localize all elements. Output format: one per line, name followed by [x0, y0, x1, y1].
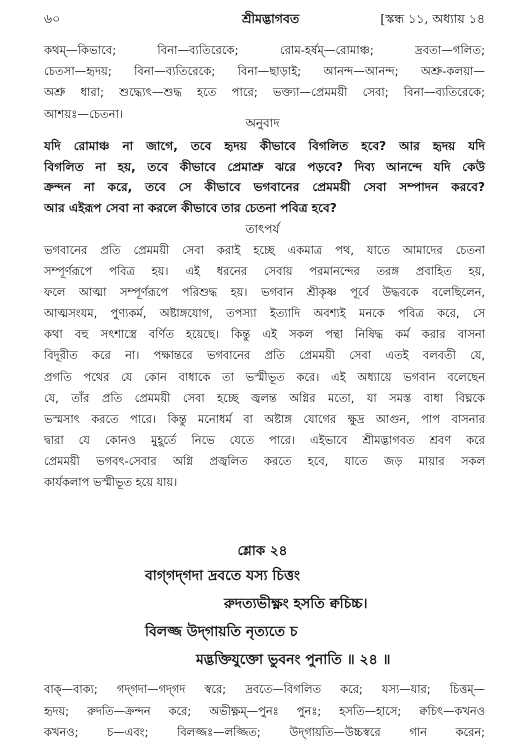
verse-line: বিলজ্জ উদ্‌গায়তি নৃত্যতে চ [145, 624, 298, 640]
purport-line: কার্যকলাপ ভস্মীভূত হয়ে যায়। [44, 475, 178, 490]
purport-line: দ্বারা যে কোনও মুহূর্তে নিভে যেতে পারে। এইভাবে শ্রীমদ্ভাগবত শ্রবণ করে [44, 432, 485, 447]
synonym-line: কখনও; চ—এবং; বিলজ্জঃ—লজ্জিত; উদ্‌গায়তি—উচ্চস্বরে গান করেন; [44, 725, 485, 739]
page-number: ৬০ [44, 11, 61, 26]
translation-line: আর এইরূপ সেবা না করলে কীভাবে তার চেতনা পবিত্র হবে? [44, 200, 337, 215]
book-title: শ্রীমদ্ভাগবত [242, 11, 300, 26]
purport-line: প্রেমময়ী ভগবৎ-সেবার অগ্নি প্রজ্বলিত করতে হবে, যাতে জড় মায়ার সকল [44, 453, 485, 468]
purport-line: সম্পূর্ণরূপে পবিত্র হয়। এই ধরনের সেবায় পরমানন্দের তরঙ্গ প্রবাহিত হয়, [44, 264, 485, 279]
synonym-line: বাক্—বাক্য; গদ্‌গদা—গদ্‌গদ স্বরে; দ্রবতে—বিগলিত করে; যস্য—যার; চিত্তম্— [44, 682, 485, 696]
purport-text [44, 240, 485, 493]
translation-heading: অনুবাদ [245, 116, 280, 130]
page-header [44, 9, 485, 31]
verse-line: বাগ্‌গদ্‌গদা দ্রবতে যস্য চিত্তং [145, 568, 301, 584]
purport-line: আত্মসংযম, পুণ্যকর্ম, অষ্টাঙ্গযোগ, তপস্যা ইত্যাদি অবশ্যই মনকে পবিত্র করে, সে [44, 306, 485, 321]
translation-line: ক্রন্দন না করে, তবে সে কীভাবে ভগবানের প্রেমময়ী সেবা সম্পাদন করবে? [44, 180, 485, 195]
synonym-line: অশ্রু ধারা; শুদ্ধ্যেৎ—শুদ্ধ হতে পারে; ভক্ত্যা—প্রেমময়ী সেবা; বিনা—ব্যতিরেকে; [44, 85, 485, 100]
verse-heading: শ্লোক ২৪ [237, 543, 288, 559]
purport-line: প্রগতি পথের যে কোন বাধাকে তা ভস্মীভূত করে। এই অধ্যায়ে ভগবান বলেছেন [44, 369, 485, 384]
purport-line: ফলে আত্মা সম্পূর্ণরূপে পরিশুদ্ধ হয়। ভগবান শ্রীকৃষ্ণ পূর্বে উদ্ধবকে বলেছিলেন, [44, 285, 485, 300]
synonym-line: হৃদয়; রুদতি—ক্রন্দন করে; অভীক্ষ্ণম্—পুনঃ পুনঃ; হসতি—হাসে; ক্বচিৎ—কখনও [44, 703, 485, 718]
purport-line: বিদূরীত করে না। পক্ষান্তরে ভগবানের প্রতি প্রেমময়ী সেবা এতই বলবতী যে, [44, 348, 485, 363]
purport-line: কথা বহু সৎশাস্ত্রে বর্ণিত হয়েছে। কিন্তু এই সকল পন্থা নিষিদ্ধ কর্ম করার বাসনা [44, 327, 485, 342]
synonyms-next-verse [44, 679, 485, 744]
purport-line: ভগবানের প্রতি প্রেমময়ী সেবা করাই হচ্ছে একমাত্র পথ, যাতে আমাদের চেতনা [44, 243, 485, 257]
synonym-line: কথম্—কিভাবে; বিনা—ব্যতিরেকে; রোম-হর্ষম্—রোমাঞ্চ; দ্রবতা—গলিত; [44, 43, 485, 57]
translation-text [44, 136, 485, 218]
verse-line: মদ্ভক্তিযুক্তো ভুবনং পুনাতি ॥ ২৪ ॥ [196, 652, 391, 668]
chapter-reference: [স্কন্ধ ১১, অধ্যায় ১৪ [380, 11, 485, 26]
purport-heading: তাৎপর্য [245, 222, 280, 236]
synonym-line: আশয়ঃ—চেতনা। [44, 106, 124, 121]
verse-line: রুদত্যভীক্ষ্ণং হসতি ক্বচিচ্চ। [224, 596, 368, 612]
purport-line: ভস্মসাৎ করতে পারে। কিন্তু মনোধর্ম বা অষ্টাঙ্গ যোগের ক্ষুদ্র আগুন, পাপ বাসনার [44, 411, 485, 426]
translation-line: বিগলিত না হয়, তবে কীভাবে প্রেমাশ্রু ঝরে পড়বে? দিব্য আনন্দে যদি কেউ [44, 159, 485, 174]
translation-line: যদি রোমাঞ্চ না জাগে, তবে হৃদয় কীভাবে বিগলিত হবে? আর হৃদয় যদি [44, 139, 485, 153]
synonym-line: চেতসা—হৃদয়; বিনা—ব্যতিরেকে; বিনা—ছাড়াই; আনন্দ—আনন্দ; অশ্রু-কলয়া— [44, 64, 485, 79]
purport-line: যে, তাঁর প্রতি প্রেমময়ী সেবা হচ্ছে জ্বলন্ত অগ্নির মতো, যা সমস্ত বাধা বিঘ্নকে [44, 390, 485, 405]
